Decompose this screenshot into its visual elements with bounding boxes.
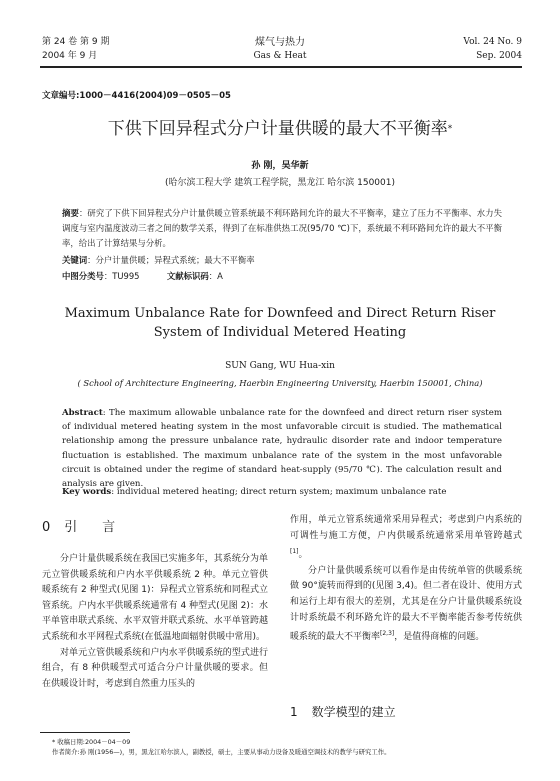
classification (62, 269, 502, 283)
footnote-rule (40, 732, 130, 733)
abstract-en-colon: : (102, 408, 110, 418)
abstract-cn-text: 研究了下供下回异程式分户计量供暖立管系统最不利环路间允许的最大不平衡率，建立了压力不平衡率、水力失调度与室内温度波动三者之间的数学关系，得到了在标准供热工况(95/70 ℃)下，系统最不利环路间允许的最大不平衡率，给出了计算结果与分析。 (62, 208, 503, 248)
keywords-cn (62, 253, 502, 267)
section-1-title: 数学模型的建立 (311, 705, 396, 719)
left-paragraph-2: 对单元立管供暖系统和户内水平供暖系统的型式进行组合，有 8 种供暖型式可适合分户计量供暖的要求。但在供暖设计时，考虑到自然重力压头的 (42, 647, 268, 689)
journal-title-cn: 煤气与热力 (255, 37, 305, 48)
title-text: 下供下回异程式分户计量供暖的最大不平衡率 (107, 119, 448, 139)
section-1-heading (290, 703, 396, 721)
section-0-heading (42, 519, 115, 537)
title-en-line1: Maximum Unbalance Rate for Downfeed and Direct Return Riser (64, 306, 496, 321)
keywords-cn-label: 关键词 (62, 255, 88, 265)
title-en-line2: System of Individual Metered Heating (153, 325, 407, 340)
footnote-received (52, 737, 522, 747)
keywords-cn-text: 分户计量供暖；异程式系统；最大不平衡率 (95, 255, 255, 265)
abstract-cn (62, 206, 502, 251)
abstract-cn-label: 摘要 (62, 208, 79, 218)
doc-code-label: 文献标识码 (166, 271, 209, 281)
clc-label: 中图分类号 (62, 271, 104, 281)
affiliation-cn: (哈尔滨工程大学 建筑工程学院，黑龙江 哈尔滨 150001) (165, 178, 395, 188)
section-1-number: 1 (290, 705, 298, 719)
footnote (52, 737, 522, 757)
doc-code-value: A (217, 271, 223, 281)
keywords-en-text: individual metered heating; direct return system; maximum unbalance rate (116, 487, 447, 497)
right-p1-text: 作用，单元立管系统通常采用异程式；考虑到户内系统的可调性与施工方便，户内供暖系统通常采用单管跨越式 (290, 515, 522, 541)
clc-colon: ： (103, 271, 113, 281)
abstract-cn-colon: ： (78, 208, 88, 218)
journal-date-cn: 2004 年 9 月 (42, 51, 98, 61)
keywords-cn-colon: ： (87, 255, 96, 265)
footnote-mark: * (52, 738, 58, 746)
received-date: 收稿日期:2004－04－09 (57, 738, 131, 746)
right-p1-end: 。 (298, 550, 308, 561)
right-paragraph-2 (290, 564, 522, 646)
journal-volume-en: Vol. 24 No. 9 (463, 37, 522, 47)
abstract-en-text: The maximum allowable unbalance rate for the downfeed and direct return riser system of individual metered heating system in the most unfavorable circuit is studied. The mathematical relationship among the pressure unbalance rate, hydraulic disorder rate and indoor temperature fluctuation is established. The maximum unbalance rate of the system in the most unfavorable circuit is obtained under the regime of standard heat-supply (95/70 ℃). The calculation result and analysis are given. (62, 408, 502, 490)
clc-value: TU995 (112, 271, 140, 281)
footnote-author-intro: 作者简介:孙 刚(1956—)，男，黑龙江哈尔滨人，副教授，硕士，主要从事动力设备及暖通空调技术的教学与研究工作。 (52, 748, 391, 756)
right-p2-end: ，是值得商榷的问题。 (394, 632, 485, 643)
ref-2-3: [2,3] (380, 630, 395, 638)
keywords-en-colon: : (111, 487, 117, 497)
ref-1: [1] (290, 548, 299, 556)
paper-title-en (0, 304, 560, 342)
right-p2-text: 分户计量供暖系统可以看作是由传统单管的供暖系统做 90°旋转而得到的(见图 3,4)。但二者在设计、使用方式和运行上却有很大的差别，尤其是在分户计量供暖系统设计时系统最不利环路允许的最大不平衡率能否参考传统供暖系统的最大不平衡率 (290, 565, 523, 643)
keywords-en-label: Key words (62, 487, 112, 497)
journal-title-en: Gas & Heat (253, 51, 307, 61)
section-0-number: 0 (42, 520, 51, 535)
keywords-en (62, 485, 502, 499)
doc-code-colon: ： (208, 271, 218, 281)
left-column (42, 552, 268, 692)
affiliation-en: ( School of Architecture Engineering, Haerbin Engineering University, Haerbin 150001, China) (77, 378, 483, 388)
title-footnote-mark: * (447, 124, 453, 134)
journal-volume-cn: 第 24 卷 第 9 期 (42, 37, 110, 47)
article-number: 文章编号:1000－4416(2004)09－0505－05 (42, 91, 231, 101)
authors-cn: 孙 刚，吴华新 (251, 161, 309, 171)
header-rule (40, 66, 522, 68)
abstract-en (62, 406, 502, 491)
abstract-en-label: Abstract (62, 408, 103, 418)
section-0-title: 引 言 (64, 520, 116, 535)
authors-en: SUN Gang, WU Hua-xin (225, 361, 335, 371)
paper-title-cn (0, 118, 560, 140)
right-column (290, 513, 522, 646)
left-paragraph-1: 分户计量供暖系统在我国已实施多年，其系统分为单元立管供暖系统和户内水平供暖系统 2 种。单元立管供暖系统有 2 种型式(见图 1)：异程式立管系统和同程式立管系统。户内水平供暖系统通常有 4 种型式(见图 2)：水平单管串联式系统、水平双管并联式系统、水平单管跨越式系统和水平网程式系统(在低温地面辐射供暖中常用)。 (42, 554, 268, 642)
journal-date-en: Sep. 2004 (476, 51, 522, 61)
right-paragraph-1 (290, 513, 522, 564)
